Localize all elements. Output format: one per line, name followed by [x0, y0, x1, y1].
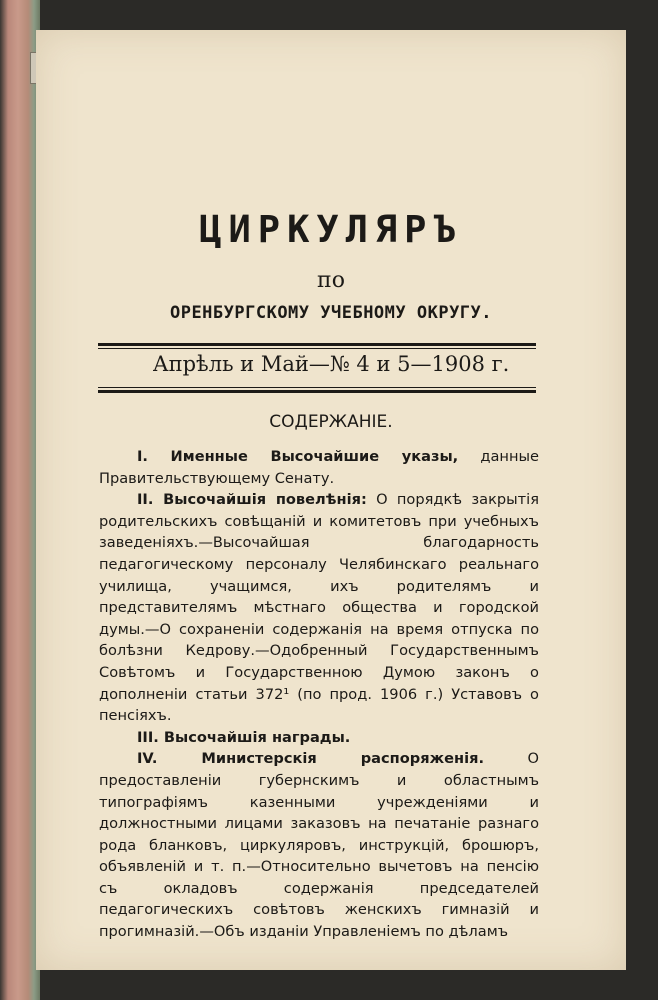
- top-double-rule: [98, 343, 536, 349]
- district-name: ОРЕНБУРГСКОМУ УЧЕБНОМУ ОКРУГУ.: [169, 303, 493, 323]
- page-title: ЦИРКУЛЯРЪ: [199, 208, 463, 251]
- section-2-heading: II. Высочайшія повелѣнія:: [137, 491, 367, 509]
- section-2: [99, 489, 539, 727]
- section-1: [99, 446, 539, 489]
- section-4: [99, 748, 539, 942]
- book-spine: [0, 0, 40, 1000]
- contents-body: [99, 446, 539, 943]
- contents-heading: СОДЕРЖАНІЕ.: [269, 412, 393, 432]
- document-page: [36, 30, 626, 970]
- bottom-double-rule: [98, 387, 536, 393]
- section-3-heading: III. Высочайшія награды.: [137, 728, 351, 746]
- issue-line: Апрѣль и Май—№ 4 и 5—1908 г.: [152, 352, 510, 376]
- section-2-text: О порядкѣ закрытія родительскихъ совѣщаній и комитетовъ при учебныхъ заведеніяхъ.—Высочайшая благодарность педагогическому персоналу Челябинскаго реальнаго училища, учащимся, ихъ родителямъ и представителямъ мѣстнаго общества и городской думы.—О сохраненіи содержанія на время отпуска по болѣзни Кедрову.—Одобренный Государственнымъ Совѣтомъ и Государственною Думою законъ о дополненіи статьи 372¹ (по прод. 1906 г.) Уставовъ о пенсіяхъ.: [99, 491, 540, 725]
- title-preposition: по: [317, 268, 345, 293]
- section-4-text: О предоставленіи губернскимъ и областнымъ типографіямъ казенными учрежденіями и должностными лицами заказовъ на печатаніе разнаго рода бланковъ, циркуляровъ, инструкцій, брошюръ, объявленій и т. п.—Относительно вычетовъ на пенсію съ окладовъ содержанія председателей педагогическихъ совѣтовъ женскихъ гимназій и прогимназій.—Объ изданіи Управленіемъ по дѣламъ: [99, 750, 539, 941]
- section-4-heading: IV. Министерскія распоряженія.: [137, 750, 484, 768]
- section-1-text: данные Правительствующему Сенату.: [99, 448, 539, 487]
- section-3: [99, 727, 539, 749]
- section-1-heading: I. Именные Высочайшие указы,: [137, 448, 459, 465]
